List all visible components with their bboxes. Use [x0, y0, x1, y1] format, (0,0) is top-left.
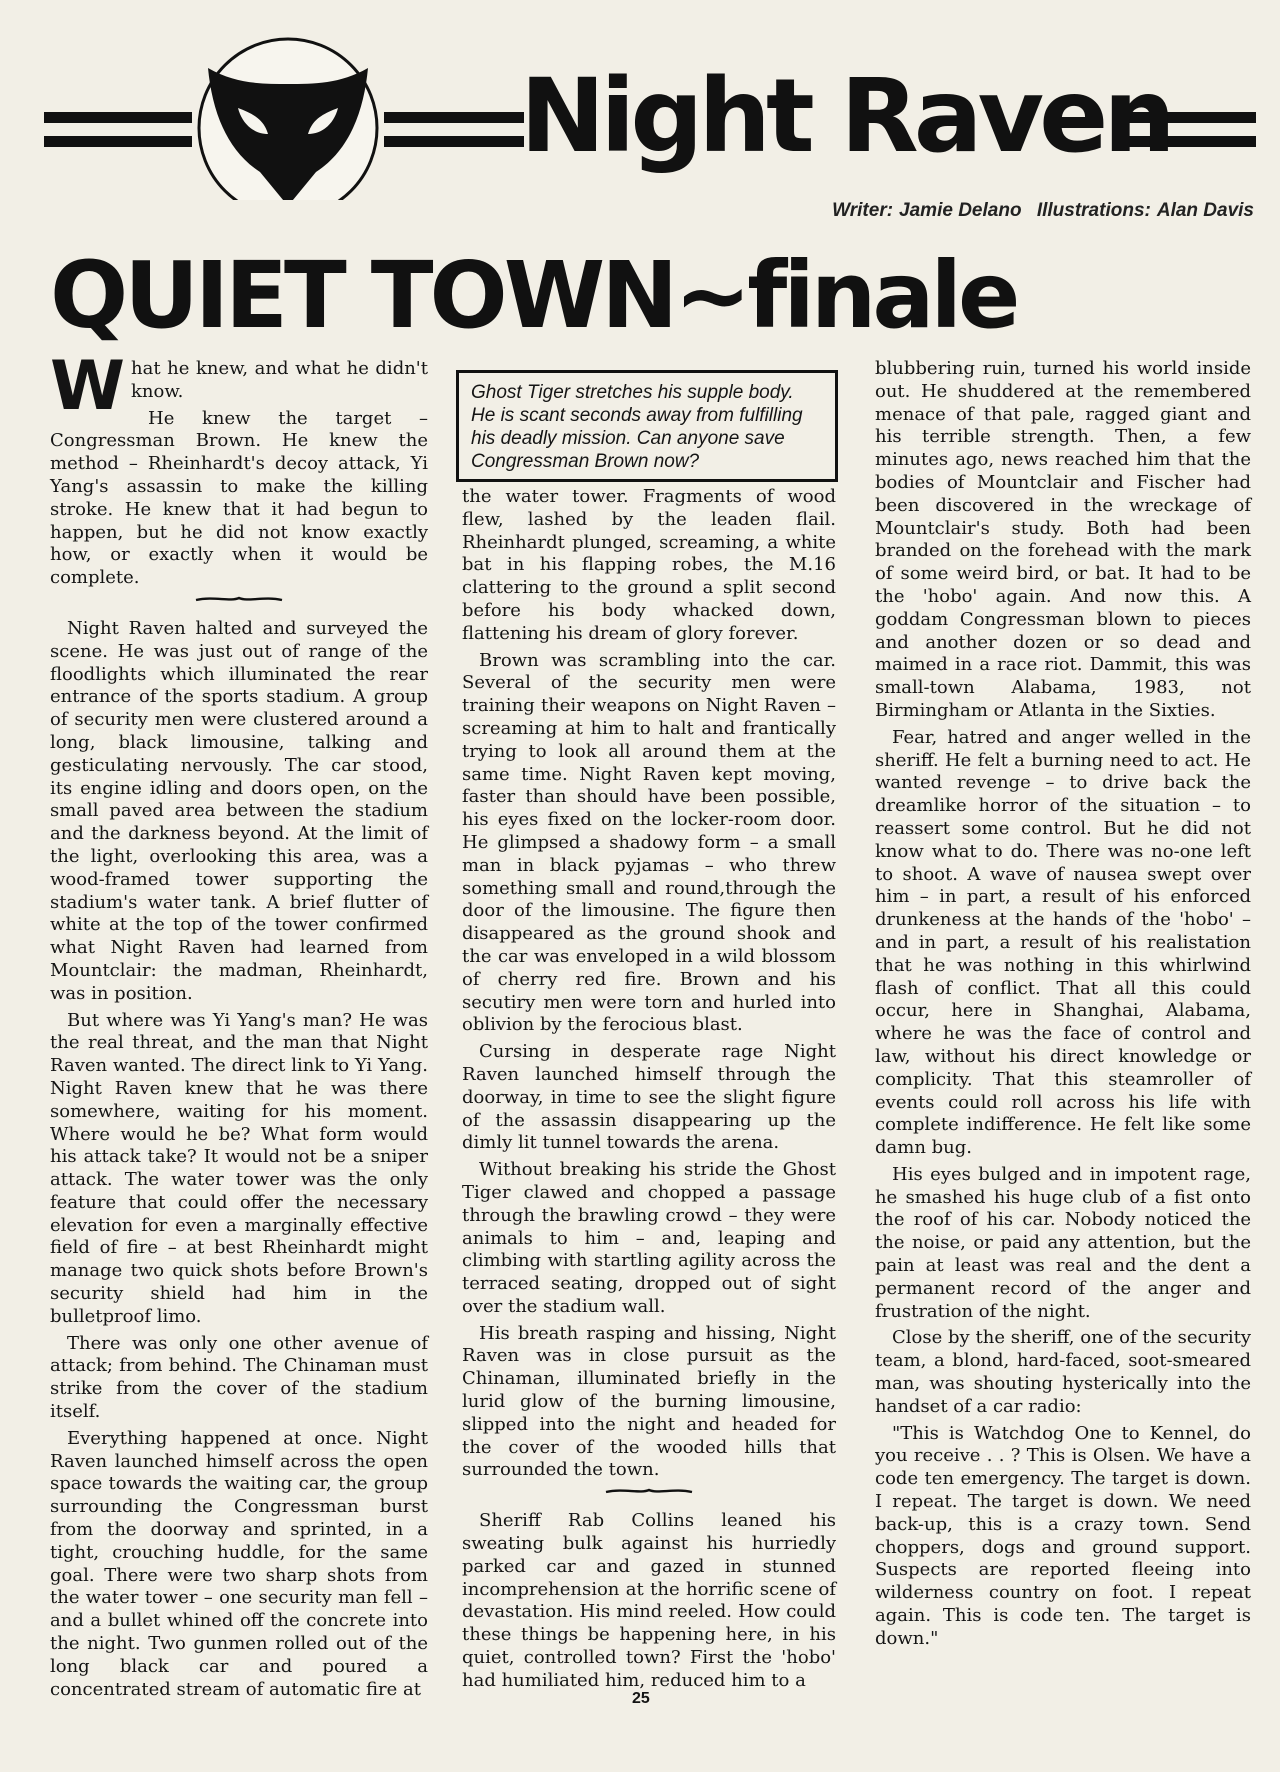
illustrator-name: Alan Davis	[1156, 200, 1254, 221]
page-number: 25	[632, 1690, 650, 1707]
illustrator-label: Illustrations:	[1036, 200, 1151, 221]
column-1	[50, 347, 428, 1705]
paragraph: But where was Yi Yang's man? He was the real threat, and the man that Night Raven wanted. The direct link to Yi Yang. Night Raven knew that he was there somewhere, waiting for his moment. Where would he be? What form would his attack take? It would not be a sniper attack. The water tower was the only feature that could offer the necessary elevation for even a marginally effective field of fire – at best Rheinhardt might manage two quick shots before Brown's security shield had him in the bulletproof limo.	[50, 1009, 428, 1327]
section-divider-icon	[604, 1486, 694, 1496]
left-upper-line	[44, 112, 192, 123]
paragraph: There was only one other avenue of attack; from behind. The Chinaman must strike from the cover of the stadium itself.	[50, 1332, 428, 1423]
paragraph: Night Raven halted and surveyed the scene. He was just out of range of the floodlights which illuminated the rear entrance of the sports stadium. A group of security men were clustered around a long, black limousine, talking and gesticulating nervously. The car stood, its engine idling and doors open, on the small paved area between the stadium and the darkness beyond. At the limit of the light, overlooking this area, was a wood-framed tower supporting the stadium's water tank. A brief flutter of white at the top of the tower confirmed what Night Raven had learned from Mountclair: the madman, Rheinhardt, was in position.	[50, 617, 428, 1004]
column-2	[462, 486, 836, 1697]
masthead	[0, 0, 1280, 270]
teaser-box: Ghost Tiger stretches his supple body. He is scant seconds away from fulfilling his deadly mission. Can anyone save Congressman Brown now?	[456, 370, 838, 482]
mid-lower-line	[384, 136, 524, 147]
paragraph: blubbering ruin, turned his world inside out. He shuddered at the remembered menace of that pale, ragged giant and his terrible strength. Then, a few minutes ago, news reached him that the bodies of Mountclair and Fischer had been discovered in the wreckage of Mountclair's study. Both had been branded on the forehead with the mark of some weird bird, or bat. It had to be the 'hobo' again. And now this. A goddam Congressman blown to pieces and another dozen or so dead and maimed in a race riot. Dammit, this was small-town Alabama, 1983, not Birmingham or Atlanta in the Sixties.	[875, 358, 1251, 721]
credits	[826, 200, 1254, 222]
paragraph: He knew the target – Congressman Brown. He knew the method – Rheinhardt's decoy attack, Yi Yang's assassin to make the killing stroke. He knew that it had begun to happen, but he did not know exactly how, or exactly when it would be complete.	[50, 407, 428, 589]
paragraph: What he knew, and what he didn't know.	[50, 347, 428, 426]
paragraph: "This is Watchdog One to Kennel, do you receive . . ? This is Olsen. We have a code ten emergency. The target is down. I repeat. The target is down. We need back-up, this is a crazy town. Send choppers, dogs and ground support. Suspects are reported fleeing into wilderness country on foot. I repeat again. This is code ten. The target is down."	[875, 1422, 1251, 1649]
mid-upper-line	[384, 112, 524, 123]
paragraph: His eyes bulged and in impotent rage, he smashed his huge club of a fist onto the roof of his car. Nobody noticed the the noise, or paid any attention, but the pain at least was real and the dent a permanent record of the anger and frustration of the night.	[875, 1163, 1251, 1322]
writer-name: Jamie Delano	[899, 200, 1022, 221]
masthead-title: Night Raven	[520, 57, 1171, 176]
paragraph: Sheriff Rab Collins leaned his sweating bulk against his hurriedly parked car and gazed in stunned incomprehension at the horrific scene of devastation. His mind reeled. How could these things be happening here, in his quiet, controlled town? First the 'hobo' had humiliated him, reduced him to a	[462, 1510, 836, 1691]
column-3	[875, 358, 1251, 1655]
paragraph: Brown was scrambling into the car. Several of the security men were training their weapons on Night Raven – screaming at him to halt and frantically trying to look all around them at the same time. Night Raven kept moving, faster than should have been possible, his eyes fixed on the locker-room door. He glimpsed a shadowy form – a small man in black pyjamas – who threw something small and round,through the door of the limousine. The figure then disappeared as the ground shook and the car was enveloped in a wild blossom of cherry red fire. Brown and his secutiry men were torn and hurled into oblivion by the ferocious blast.	[462, 649, 836, 1036]
paragraph: Without breaking his stride the Ghost Tiger clawed and chopped a passage through the brawling crowd – they were animals to him – and, leaping and climbing with startling agility across the terraced seating, dropped out of sight over the stadium wall.	[462, 1159, 836, 1317]
paragraph: Everything happened at once. Night Raven launched himself across the open space towards the waiting car, the group surrounding the Congressman burst from the doorway and sprinted, in a tight, crouching huddle, for the same goal. There were two sharp shots from the water tower – one security man fell – and a bullet whined off the concrete into the night. Two gunmen rolled out of the long black car and poured a concentrated stream of automatic fire at	[50, 1427, 428, 1700]
drop-cap: W	[50, 347, 126, 426]
section-divider-icon	[194, 594, 284, 604]
paragraph: Fear, hatred and anger welled in the sheriff. He felt a burning need to act. He wanted revenge – to drive back the dreamlike horror of the situation – to reassert some control. But he did not know what to do. There was no-one left to shoot. A wave of nausea swept over him – in part, a result of his enforced drunkeness at the hands of the 'hobo' – and in part, a result of his realistation that he was nothing in this whirlwind flash of conflict. That all this could occur, here in Shanghai, Alabama, where he was the face of control and law, without his direct knowledge or complicity. That this steamroller of events could roll across his life with complete indifference. He felt like some damn bug.	[875, 726, 1251, 1159]
writer-label: Writer:	[832, 200, 894, 221]
paragraph: His breath rasping and hissing, Night Raven was in close pursuit as the Chinaman, illuminated briefly in the lurid glow of the burning limousine, slipped into the night and headed for the cover of the wooded hills that surrounded the town.	[462, 1322, 836, 1481]
story-headline: QUIET TOWN~finale	[50, 242, 1017, 349]
paragraph: the water tower. Fragments of wood flew, lashed by the leaden flail. Rheinhardt plunged, screaming, a white bat in his flapping robes, the M.16 clattering to the ground a split second before his body whacked down, flattening his dream of glory forever.	[462, 486, 836, 644]
paragraph: Close by the sheriff, one of the security team, a blond, hard-faced, soot-smeared man, was shouting hysterically into the handset of a car radio:	[875, 1327, 1251, 1417]
left-lower-line	[44, 136, 192, 147]
paragraph: Cursing in desperate rage Night Raven launched himself through the doorway, in time to see the slight figure of the assassin disappearing up the dimly lit tunnel towards the arena.	[462, 1041, 836, 1154]
